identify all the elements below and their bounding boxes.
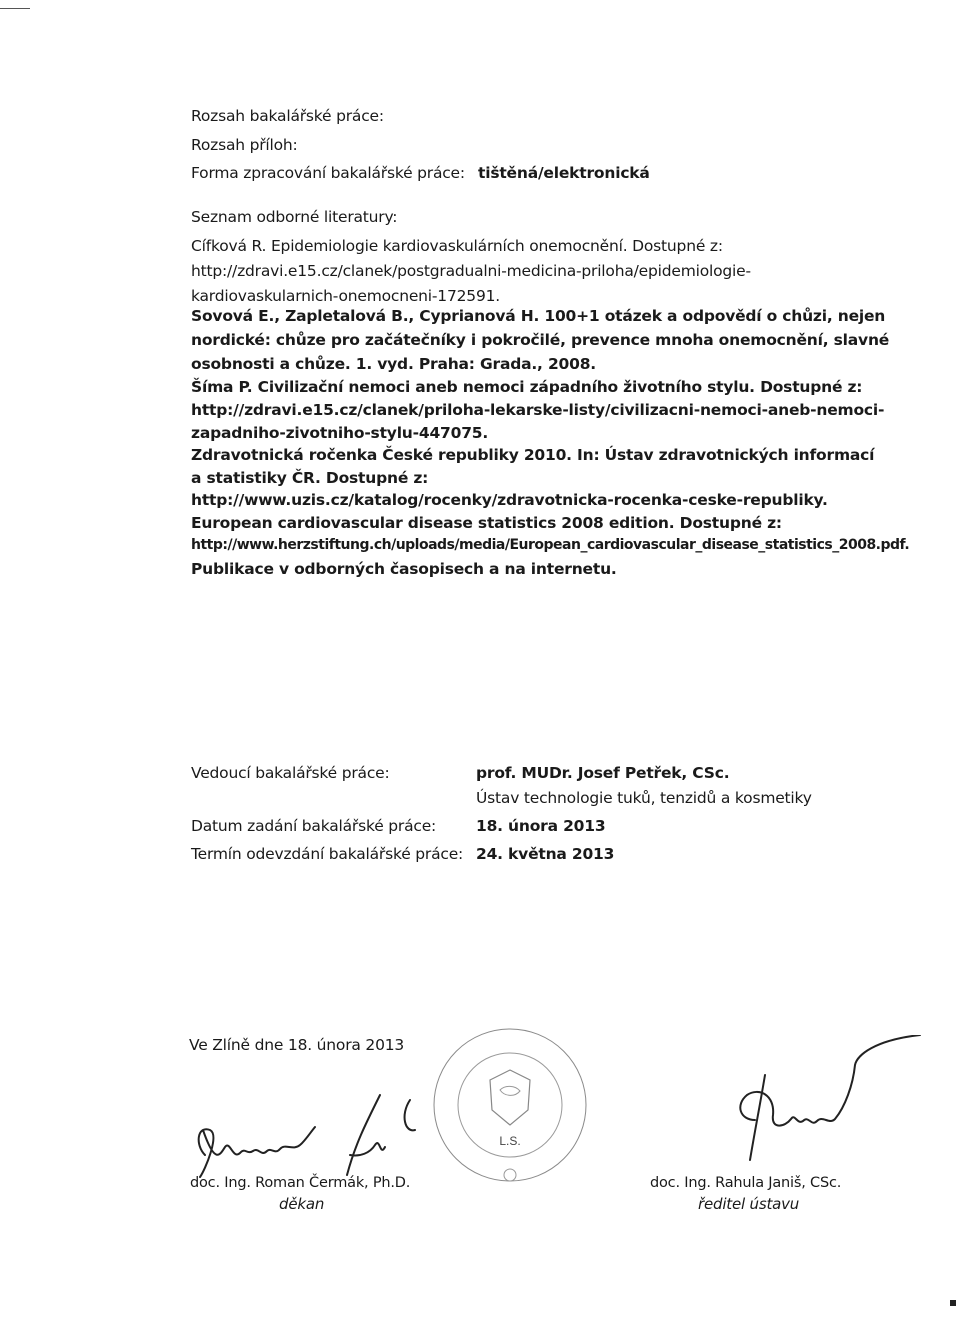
dean-title: děkan xyxy=(279,1195,325,1213)
dean-signature xyxy=(175,1085,455,1185)
literature-line: osobnosti a chůze. 1. vyd. Praha: Grada., 2008. xyxy=(191,355,596,373)
supervisor-name: prof. MUDr. Josef Petřek, CSc. xyxy=(476,764,730,782)
literature-line: Šíma P. Civilizační nemoci aneb nemoci západního životního stylu. Dostupné z: xyxy=(191,378,863,396)
scope-label: Rozsah bakalářské práce: xyxy=(191,107,384,125)
deadline-date: 24. května 2013 xyxy=(476,845,615,863)
literature-line: nordické: chůze pro začátečníky i pokročilé, prevence mnoha onemocnění, slavné xyxy=(191,331,890,349)
literature-line: http://www.herzstiftung.ch/uploads/media/European_cardiovascular_disease_statistics_2008.pdf. xyxy=(191,537,910,553)
place-date: Ve Zlíně dne 18. února 2013 xyxy=(189,1036,405,1054)
deadline-label: Termín odevzdání bakalářské práce: xyxy=(191,845,464,863)
supervisor-dept: Ústav technologie tuků, tenzidů a kosmetiky xyxy=(476,789,812,807)
assigned-label: Datum zadání bakalářské práce: xyxy=(191,817,437,835)
literature-line: Sovová E., Zapletalová B., Cyprianová H. 100+1 otázek a odpovědí o chůzi, nejen xyxy=(191,307,886,325)
literature-line: Zdravotnická ročenka České republiky 2010. In: Ústav zdravotnických informací xyxy=(191,446,875,464)
literature-line: http://zdravi.e15.cz/clanek/postgradualni-medicina-priloha/epidemiologie- xyxy=(191,262,751,280)
literature-line: Publikace v odborných časopisech a na internetu. xyxy=(191,560,617,578)
attachments-label: Rozsah příloh: xyxy=(191,136,298,154)
literature-line: European cardiovascular disease statistics 2008 edition. Dostupné z: xyxy=(191,514,782,532)
literature-line: Cífková R. Epidemiologie kardiovaskulárních onemocnění. Dostupné z: xyxy=(191,237,723,255)
assigned-date: 18. února 2013 xyxy=(476,817,606,835)
literature-line: zapadniho-zivotniho-stylu-447075. xyxy=(191,424,489,442)
dean-name: doc. Ing. Roman Čermák, Ph.D. xyxy=(190,1175,411,1191)
director-title: ředitel ústavu xyxy=(698,1195,800,1213)
literature-line: http://www.uzis.cz/katalog/rocenky/zdravotnicka-rocenka-ceske-republiky. xyxy=(191,491,828,509)
form-value: tištěná/elektronická xyxy=(478,164,650,182)
director-name: doc. Ing. Rahula Janiš, CSc. xyxy=(650,1175,842,1191)
supervisor-label: Vedoucí bakalářské práce: xyxy=(191,764,390,782)
stamp-center-text: L.S. xyxy=(499,1134,521,1148)
form-label: Forma zpracování bakalářské práce: xyxy=(191,164,465,182)
university-stamp xyxy=(430,1025,590,1185)
literature-label: Seznam odborné literatury: xyxy=(191,208,398,226)
director-signature xyxy=(725,1035,925,1165)
literature-line: kardiovaskularnich-onemocneni-172591. xyxy=(191,287,500,305)
corner-mark xyxy=(0,8,30,9)
literature-line: a statistiky ČR. Dostupné z: xyxy=(191,469,429,487)
edge-mark xyxy=(950,1300,956,1306)
literature-line: http://zdravi.e15.cz/clanek/priloha-lekarske-listy/civilizacni-nemoci-aneb-nemoci- xyxy=(191,401,885,419)
